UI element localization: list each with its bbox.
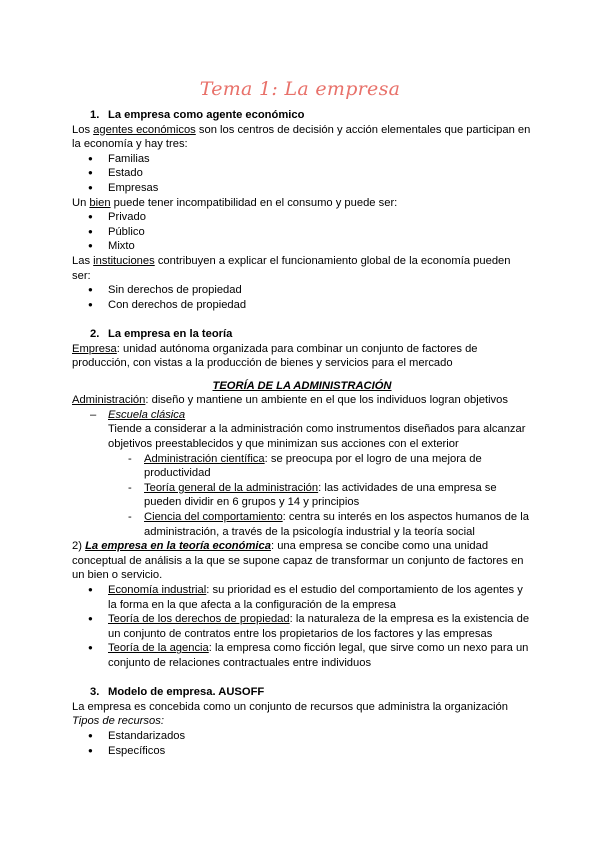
agents-paragraph: Los agentes económicos son los centros de decisión y acción elementales que participan en la economía y hay tres:: [72, 123, 531, 151]
administration-theory-heading: TEORÍA DE LA ADMINISTRACIÓN: [212, 379, 392, 392]
list-item: ● Mixto: [72, 239, 532, 254]
escuela-clasica-text: Tiende a considerar a la administración como instrumentos diseñados para alcanzar objetivos preestablecidos y que minimizan sus acciones con el exterior: [108, 423, 526, 451]
agents-list: [72, 152, 532, 196]
resource-types-label: Tipos de recursos:: [72, 715, 164, 728]
term-empresa: Empresa: [72, 342, 117, 355]
section-1-heading: 1. La empresa como agente económico: [90, 109, 305, 121]
goods-paragraph: Un bien puede tener incompatibilidad en el consumo y puede ser:: [72, 196, 398, 209]
term-bien: bien: [89, 196, 111, 209]
empresa-definition: Empresa: unidad autónoma organizada para combinar un conjunto de factores de producción, con vistas a la producción de bienes y servicios para el mercado: [72, 342, 478, 370]
classic-sub-item: - Teoría general de la administración: las actividades de una empresa se pueden dividir en 6 grupos y 14 y principios: [128, 481, 497, 509]
term-escuela-clasica: Escuela clásica: [108, 408, 186, 421]
term-administracion: Administración: [72, 394, 146, 407]
document-title: Tema 1: La empresa: [199, 78, 401, 100]
list-item: ● Familias: [72, 152, 532, 167]
list-item: ● Privado: [72, 210, 532, 225]
list-item: ● Con derechos de propiedad: [72, 298, 532, 313]
term-agentes: agentes económicos: [93, 123, 196, 136]
list-item: ● Empresas: [72, 181, 532, 196]
model-paragraph: La empresa es concebida como un conjunto de recursos que administra la organización: [72, 700, 508, 713]
section-2-heading: 2. La empresa en la teoría: [90, 327, 233, 340]
list-item: ● Teoría de la agencia: la empresa como ficción legal, que sirve como un nexo para un conjunto de relaciones contractuales entre individuos: [72, 641, 532, 670]
section-3-heading: 3. Modelo de empresa. AUSOFF: [90, 686, 265, 699]
resource-types-list: [72, 729, 532, 758]
term-empresa-teoria-economica: La empresa en la teoría económica: [85, 540, 271, 553]
economic-theory-paragraph: 2) La empresa en la teoría económica: una empresa se concibe como una unidad conceptual de análisis a la que se supone capaz de transformar un conjunto de factores en un bien o servicio.: [72, 540, 524, 582]
list-item: ● Público: [72, 225, 532, 240]
list-item: ● Estandarizados: [72, 729, 532, 744]
term-instituciones: instituciones: [93, 254, 155, 267]
list-item: ● Estado: [72, 166, 532, 181]
administracion-definition: Administración: diseño y mantiene un ambiente en el que los individuos logran objetivos: [72, 394, 508, 407]
escuela-clasica-item: – Escuela clásica: [90, 408, 186, 421]
institutions-list: [72, 283, 532, 312]
institutions-paragraph: Las instituciones contribuyen a explicar el funcionamiento global de la economía pueden ser:: [72, 254, 511, 282]
classic-sub-item: - Administración científica: se preocupa por el logro de una mejora de productividad: [128, 452, 482, 480]
goods-list: [72, 210, 532, 254]
document-body: [72, 108, 532, 758]
list-item: ● Economía industrial: su prioridad es el estudio del comportamiento de los agentes y la forma en la que afecta a la configuración de la empresa: [72, 583, 532, 612]
list-item: ● Sin derechos de propiedad: [72, 283, 532, 298]
economic-theory-list: [72, 583, 532, 671]
list-item: ● Específicos: [72, 744, 532, 759]
classic-sub-item: - Ciencia del comportamiento: centra su interés en los aspectos humanos de la administración, a través de la psicología industrial y la teoría social: [128, 511, 529, 538]
list-item: ● Teoría de los derechos de propiedad: la naturaleza de la empresa es la existencia de un conjunto de contratos entre los propietarios de los factores y las empresas: [72, 612, 532, 641]
